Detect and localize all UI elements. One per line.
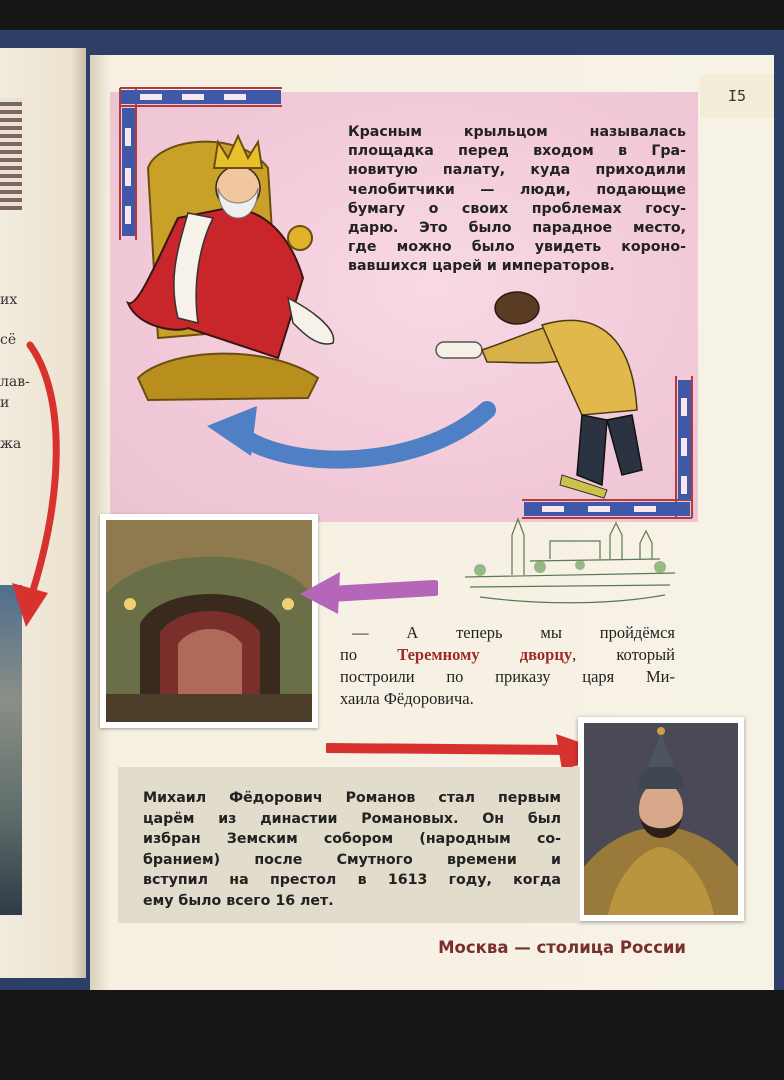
paragraph-line: Михаил Фёдорович Романов стал первым [143, 790, 561, 806]
paragraph-line: Красным крыльцом называлась [348, 124, 686, 140]
paragraph-line: ему было всего 16 лет. [143, 892, 334, 909]
page-footer-title: Москва — столица России [438, 938, 686, 957]
text-fragment: по [340, 645, 398, 664]
paragraph-line: где можно было увидеть короно- [348, 239, 686, 256]
paragraph-line: — А теперь мы пройдёмся [352, 623, 675, 642]
paragraph-line: дарю. Это было парадное место, [348, 220, 686, 237]
paragraph-line: бранием) после Смутного времени и [143, 851, 561, 868]
paragraph-line [340, 644, 675, 666]
red-arrow-icon [326, 730, 616, 772]
terem-palace-photo [100, 514, 318, 728]
terem-palace-highlight: Теремному дворцу [397, 645, 573, 664]
left-page-ornament [0, 98, 22, 210]
left-red-arrow-icon [4, 335, 74, 635]
paragraph-line: вавшихся царей и императоров. [348, 258, 615, 275]
paragraph-line: бумагу о своих проблемах госу- [348, 200, 686, 217]
paragraph-line: новитую палату, куда приходили [348, 162, 686, 179]
tsar-on-throne-icon [118, 128, 344, 403]
paragraph-line: избран Земским собором (народным со- [143, 831, 561, 847]
terem-palace-narration [340, 622, 675, 710]
page-number: I5 [700, 74, 774, 118]
paragraph-line: построили по приказу царя Ми- [340, 667, 675, 686]
blue-curved-arrow-icon [205, 390, 505, 480]
romanov-biography [143, 788, 561, 911]
text-fragment: , который [572, 645, 675, 664]
paragraph-line: площадка перед входом в Гра- [348, 143, 686, 160]
paragraph-line: челобитчики — люди, подающие [348, 181, 686, 198]
paragraph-line: вступил на престол в 1613 году, когда [143, 872, 561, 888]
paragraph-line: царём из династии Романовых. Он был [143, 810, 561, 827]
left-page-text: их [0, 292, 18, 308]
left-page-text: жа [0, 436, 22, 452]
purple-arrow-icon [298, 568, 438, 618]
left-page-text: и [0, 395, 10, 411]
left-page-text: лав- [0, 374, 30, 390]
left-page-text: сё [0, 332, 17, 348]
kremlin-sketch-icon [460, 515, 680, 615]
mikhail-romanov-portrait [578, 717, 744, 921]
paragraph-line: хаила Фёдоровича. [340, 689, 474, 708]
red-porch-description [348, 123, 686, 277]
